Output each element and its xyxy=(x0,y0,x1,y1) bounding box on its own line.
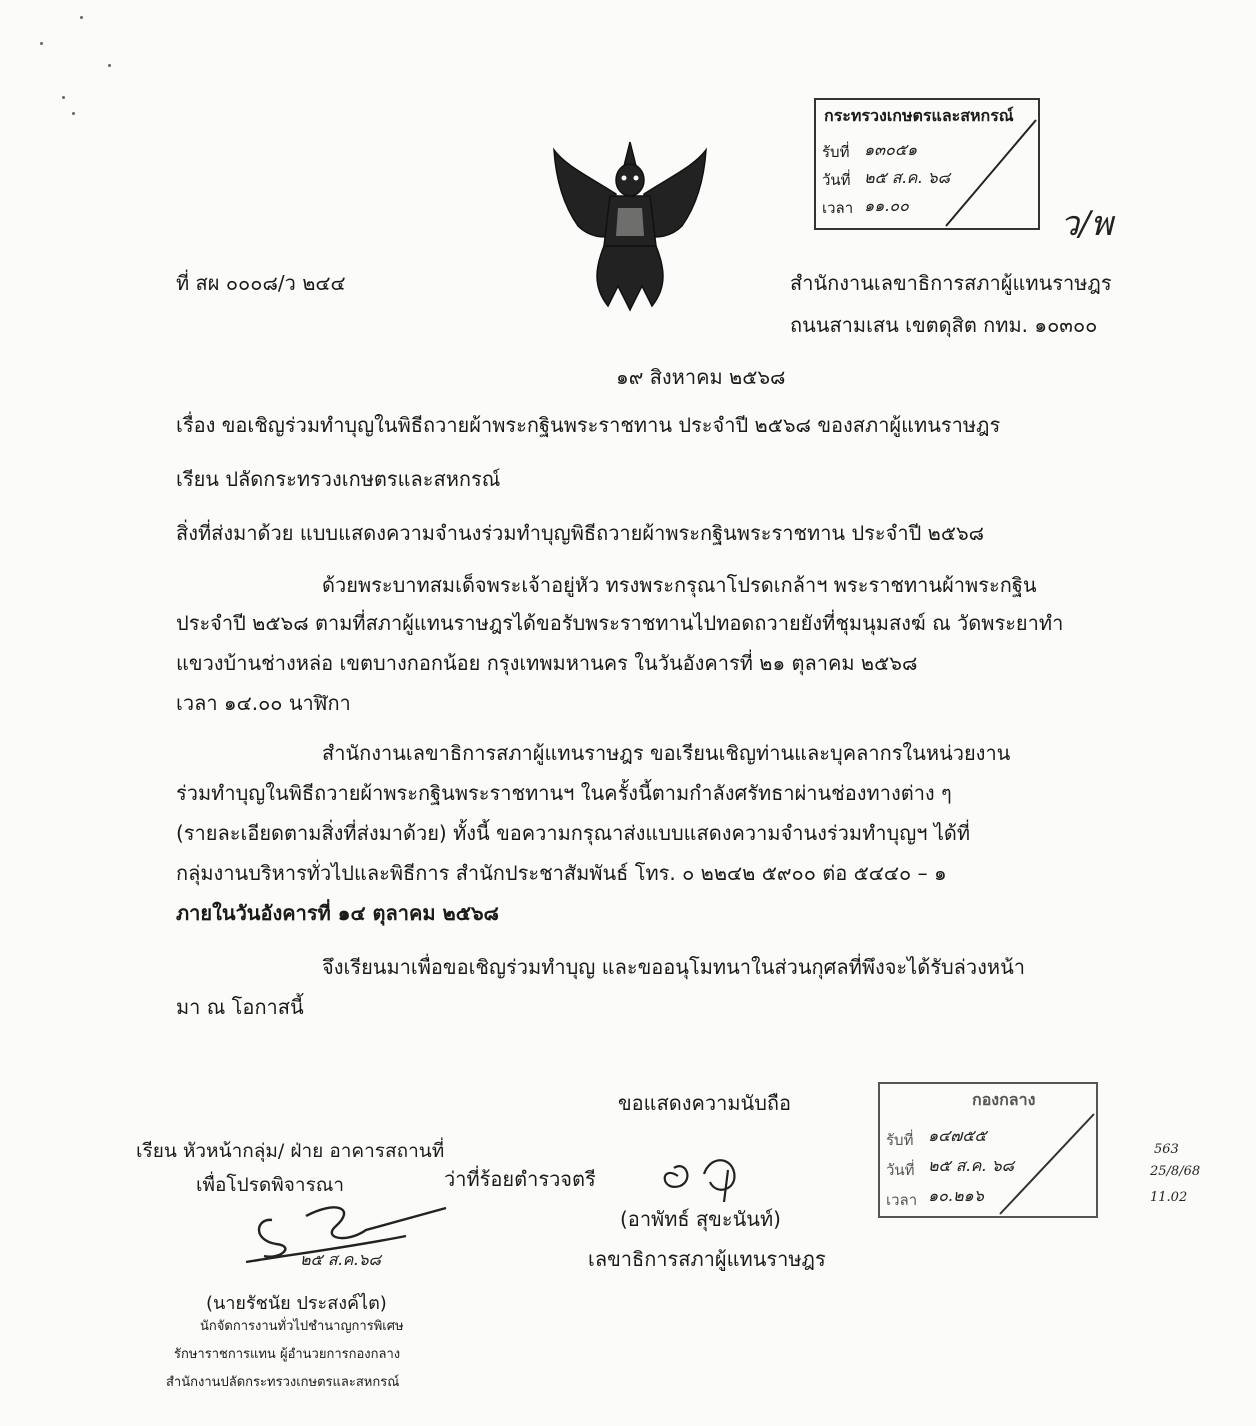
stamp-slash xyxy=(816,100,1038,228)
stamp-side-note: 25/8/68 xyxy=(1150,1164,1201,1179)
stamp-label: เวลา xyxy=(822,199,854,217)
stamp-slash xyxy=(880,1084,1096,1216)
routing-note-line2: เพื่อโปรดพิจารณา xyxy=(196,1174,345,1196)
sender-address: ถนนสามเสน เขตดุสิต กทม. ๑๐๓๐๐ xyxy=(790,313,1098,337)
stamp-time: ๑๐.๒๑๖ xyxy=(928,1186,984,1205)
stamp-date: ๒๕ ส.ค. ๖๘ xyxy=(928,1156,1014,1175)
para1-line: ด้วยพระบาทสมเด็จพระเจ้าอยู่หัว ทรงพระกรุณาโปรดเกล้าฯ พระราชทานผ้าพระกฐิน xyxy=(322,573,1037,597)
para2-line: กลุ่มงานบริหารทั่วไปและพิธีการ สำนักประชาสัมพันธ์ โทร. ๐ ๒๒๔๒ ๕๙๐๐ ต่อ ๕๔๔๐ – ๑ xyxy=(176,861,947,885)
routing-note-line1: เรียน หัวหน้ากลุ่ม/ ฝ่าย อาคารสถานที่ xyxy=(136,1140,445,1162)
para2-line: ร่วมทำบุญในพิธีถวายผ้าพระกฐินพระราชทานฯ ในครั้งนี้ตามกำลังศรัทธาผ่านช่องทางต่าง ๆ xyxy=(176,781,952,805)
closing-text: ขอแสดงความนับถือ xyxy=(618,1091,792,1115)
scan-dot xyxy=(62,96,65,99)
para3-line: มา ณ โอกาสนี้ xyxy=(176,995,304,1019)
signature-mark xyxy=(650,1146,780,1202)
received-stamp-ministry xyxy=(814,98,1040,230)
stamp-label: รับที่ xyxy=(886,1131,914,1149)
signer-rank: ว่าที่ร้อยตำรวจตรี xyxy=(444,1167,596,1191)
routing-signer-name: (นายรัชนัย ประสงค์ไต) xyxy=(206,1293,387,1314)
received-stamp-central-division xyxy=(878,1082,1098,1218)
scan-dot xyxy=(72,112,75,115)
subject-line: เรื่อง ขอเชิญร่วมทำบุญในพิธีถวายผ้าพระกฐินพระราชทาน ประจำปี ๒๕๖๘ ของสภาผู้แทนราษฎร xyxy=(176,413,1001,437)
sender-org: สำนักงานเลขาธิการสภาผู้แทนราษฎร xyxy=(790,271,1112,295)
signer-title: เลขาธิการสภาผู้แทนราษฎร xyxy=(588,1247,826,1271)
signature-date: ๒๕ ส.ค.๖๘ xyxy=(300,1250,381,1269)
recipient-line: เรียน ปลัดกระทรวงเกษตรและสหกรณ์ xyxy=(176,467,501,491)
enclosure-line: สิ่งที่ส่งมาด้วย แบบแสดงความจำนงร่วมทำบุญพิธีถวายผ้าพระกฐินพระราชทาน ประจำปี ๒๕๖๘ xyxy=(176,521,985,545)
stamp-header: กองกลาง xyxy=(972,1090,1036,1109)
routing-signer-position: นักจัดการงานทั่วไปชำนาญการพิเศษ xyxy=(200,1319,404,1334)
reference-number: ที่ สผ ๐๐๐๘/ว ๒๔๔ xyxy=(176,271,346,295)
stamp-date: ๒๕ ส.ค. ๖๘ xyxy=(864,168,950,187)
scan-dot xyxy=(108,64,111,67)
scan-dot xyxy=(40,42,43,45)
stamp-receive-no: ๑๔๗๕๕ xyxy=(928,1126,987,1145)
signer-name: (อาพัทธ์ สุขะนันท์) xyxy=(620,1207,781,1231)
stamp-header: กระทรวงเกษตรและสหกรณ์ xyxy=(824,106,1014,125)
para2-line: (รายละเอียดตามสิ่งที่ส่งมาด้วย) ทั้งนี้ ขอความกรุณาส่งแบบแสดงความจำนงร่วมทำบุญฯ ได้ที่ xyxy=(176,821,971,845)
stamp-time: ๑๑.๐๐ xyxy=(864,196,909,215)
stamp-side-note: 563 xyxy=(1154,1142,1179,1157)
para1-line: แขวงบ้านช่างหล่อ เขตบางกอกน้อย กรุงเทพมหานคร ในวันอังคารที่ ๒๑ ตุลาคม ๒๕๖๘ xyxy=(176,651,918,675)
stamp-label: วันที่ xyxy=(822,171,851,189)
stamp-side-note: 11.02 xyxy=(1150,1190,1188,1205)
stamp-label: เวลา xyxy=(886,1191,918,1209)
garuda-emblem-icon xyxy=(548,136,712,312)
handwritten-note: ว/พ xyxy=(1060,204,1113,244)
para3-line: จึงเรียนมาเพื่อขอเชิญร่วมทำบุญ และขออนุโมทนาในส่วนกุศลที่พึงจะได้รับล่วงหน้า xyxy=(322,955,1025,979)
routing-signer-position: รักษาราชการแทน ผู้อำนวยการกองกลาง xyxy=(174,1347,401,1362)
stamp-label: วันที่ xyxy=(886,1161,915,1179)
para1-line: ประจำปี ๒๕๖๘ ตามที่สภาผู้แทนราษฎรได้ขอรับพระราชทานไปทอดถวายยังที่ชุมนุมสงฆ์ ณ วัดพระยาทำ xyxy=(176,611,1064,635)
stamp-label: รับที่ xyxy=(822,143,850,161)
stamp-receive-no: ๑๓๐๕๑ xyxy=(864,140,918,159)
para2-line: สำนักงานเลขาธิการสภาผู้แทนราษฎร ขอเรียนเชิญท่านและบุคลากรในหน่วยงาน xyxy=(322,741,1011,765)
deadline-text: ภายในวันอังคารที่ ๑๔ ตุลาคม ๒๕๖๘ xyxy=(176,901,499,925)
routing-signer-position: สำนักงานปลัดกระทรวงเกษตรและสหกรณ์ xyxy=(166,1375,400,1390)
letter-date: ๑๙ สิงหาคม ๒๕๖๘ xyxy=(616,365,786,389)
para1-line: เวลา ๑๔.๐๐ นาฬิกา xyxy=(176,691,351,715)
scan-dot xyxy=(80,16,83,19)
